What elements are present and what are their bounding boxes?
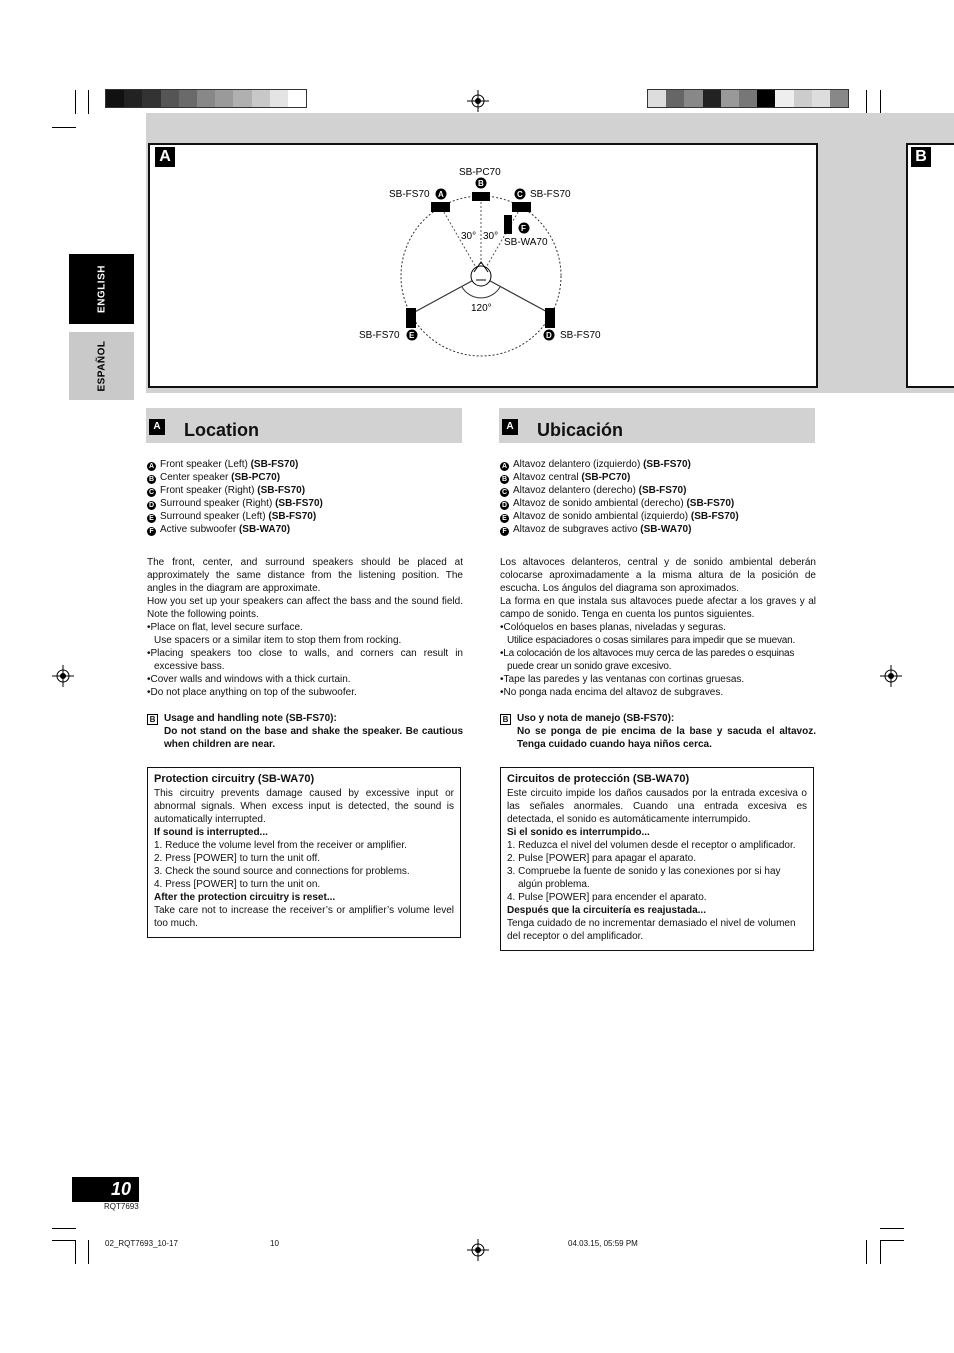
print-page: 10	[270, 1239, 279, 1248]
bullet: •Do not place anything on top of the subwoofer.	[147, 687, 357, 698]
label-fs70-e: SB-FS70	[359, 330, 400, 341]
item-model: (SB-FS70)	[268, 511, 317, 522]
box-outro: Tenga cuidado de no incrementar demasiado el nivel de volumen del receptor o del amplificador.	[507, 918, 796, 942]
item-text: Active subwoofer	[160, 524, 239, 535]
bullet: •No ponga nada encima del altavoz de subgraves.	[500, 687, 724, 698]
print-timestamp: 04.03.15, 05:59 PM	[568, 1239, 638, 1248]
list-item	[500, 458, 816, 471]
speaker-front-left	[431, 202, 450, 212]
note-text: Do not stand on the base and shake the speaker. Be cautious when children are near.	[164, 726, 463, 750]
marker-a: A	[438, 190, 444, 199]
item-model: (SB-FS70)	[257, 485, 306, 496]
list-item	[147, 497, 463, 510]
bullet: •La colocación de los altavoces muy cerca de las paredes o esquinas puede crear un sonido grave excesivo.	[500, 648, 795, 672]
paragraph: The front, center, and surround speakers should be placed at approximately the same distance from the listening position. The angles in the diagram are approximate.	[147, 557, 463, 594]
circle-letter: E	[147, 514, 156, 523]
marker-b: B	[478, 179, 484, 188]
bullet: •Tape las paredes y las ventanas con cortinas gruesas.	[500, 674, 745, 685]
bullet-continuation: Use spacers or a similar item to stop them from rocking.	[154, 635, 402, 646]
note-tag: B	[147, 714, 158, 725]
box-subheading: Después que la circuitería es reajustada...	[507, 905, 706, 916]
item-text: Altavoz de sonido ambiental (izquierdo)	[513, 511, 691, 522]
list-item	[147, 484, 463, 497]
item-text: Front speaker (Right)	[160, 485, 258, 496]
paragraph: Los altavoces delanteros, central y de sonido ambiental deberán colocarse aproximadamente a la misma altura de la posición de escucha. Los ángulos del diagrama son aproximados.	[500, 557, 816, 594]
speaker-list	[147, 458, 463, 536]
section-title: Location	[184, 420, 259, 440]
registration-mark-icon	[880, 665, 902, 687]
box-intro: Este circuito impide los daños causados por la entrada excesiva o las señales anormales. Cuando una entrada excesiva es detectada, el sonido es automáticamente interrumpido.	[507, 788, 807, 825]
note-tag: B	[500, 714, 511, 725]
item-model: (SB-FS70)	[250, 459, 299, 470]
label-angle-right: 30°	[483, 231, 499, 242]
circle-letter: F	[147, 527, 156, 536]
doc-code: RQT7693	[104, 1202, 139, 1211]
list-item	[500, 497, 816, 510]
english-content	[147, 458, 463, 751]
label-angle-rear: 120°	[471, 303, 492, 314]
tab-english-label: ENGLISH	[96, 265, 107, 313]
bullet: •Placing speakers too close to walls, and corners can result in excessive bass.	[147, 648, 463, 672]
item-model: (SB-WA70)	[238, 524, 291, 535]
item-text: Altavoz de sonido ambiental (derecho)	[513, 498, 687, 509]
list-item	[500, 510, 816, 523]
box-subheading: If sound is interrupted...	[154, 827, 268, 838]
speaker-layout-diagram	[0, 0, 954, 420]
item-text: Surround speaker (Right)	[160, 498, 276, 509]
section-header-english	[146, 408, 462, 443]
tab-espanol-label: ESPAÑOL	[96, 340, 107, 392]
bullet: •Colóquelos en bases planas, niveladas y seguras.	[500, 622, 726, 633]
list-item	[500, 484, 816, 497]
item-model: (SB-FS70)	[686, 498, 735, 509]
tab-english[interactable]	[69, 254, 134, 324]
bullet: •Cover walls and windows with a thick curtain.	[147, 674, 351, 685]
box-outro: Take care not to increase the receiver’s or amplifier’s volume level too much.	[154, 905, 454, 929]
handling-note	[500, 712, 816, 751]
bullet: •Place on flat, level secure surface.	[147, 622, 303, 633]
label-sb-pc70: SB-PC70	[459, 167, 501, 178]
box-step: 2. Pulse [POWER] para apagar el aparato.	[507, 853, 696, 864]
box-title: Circuitos de protección (SB-WA70)	[507, 773, 690, 785]
speaker-list	[500, 458, 816, 536]
item-text: Front speaker (Left)	[160, 459, 251, 470]
item-text: Center speaker	[160, 472, 232, 483]
box-step: 3. Check the sound source and connections for problems.	[154, 866, 410, 877]
item-model: (SB-FS70)	[638, 485, 687, 496]
speaker-surround-left	[406, 308, 416, 328]
circle-letter: B	[501, 476, 508, 483]
bullet-continuation: Utilice espaciadores o cosas similares para impedir que se muevan.	[507, 635, 796, 646]
circle-letter: C	[148, 489, 155, 496]
box-step: 2. Press [POWER] to turn the unit off.	[154, 853, 320, 864]
panel-tag-a: A	[155, 147, 175, 167]
box-step: 4. Press [POWER] to turn the unit on.	[154, 879, 321, 890]
box-step: 4. Pulse [POWER] para encender el aparato.	[507, 892, 707, 903]
box-subheading: Si el sonido es interrumpido...	[507, 827, 650, 838]
box-subheading: After the protection circuitry is reset...	[154, 892, 336, 903]
circle-letter: E	[500, 514, 509, 523]
circle-letter: D	[148, 502, 155, 509]
item-text: Altavoz central	[513, 472, 582, 483]
item-model: (SB-FS70)	[690, 511, 739, 522]
marker-d: D	[546, 331, 552, 340]
box-title: Protection circuitry (SB-WA70)	[154, 773, 315, 785]
list-item	[147, 458, 463, 471]
print-file: 02_RQT7693_10-17	[105, 1239, 178, 1248]
item-text: Altavoz de subgraves activo	[513, 524, 641, 535]
paragraph: La forma en que instala sus altavoces puede afectar a los graves y al campo de sonido. Tenga en cuenta los puntos siguientes.	[500, 596, 816, 620]
list-item	[147, 510, 463, 523]
section-header-spanish	[499, 408, 815, 443]
circle-letter: A	[501, 463, 508, 470]
list-item	[500, 523, 816, 536]
speaker-subwoofer	[504, 215, 512, 234]
page-number: 10	[72, 1177, 139, 1202]
label-fs70-d: SB-FS70	[560, 330, 601, 341]
circle-letter: B	[148, 476, 155, 483]
item-text: Altavoz delantero (izquierdo)	[513, 459, 644, 470]
paragraph: How you set up your speakers can affect the bass and the sound field. Note the following points.	[147, 596, 463, 620]
label-angle-left: 30°	[461, 231, 477, 242]
item-text: Surround speaker (Left)	[160, 511, 269, 522]
list-item	[147, 471, 463, 484]
item-text: Altavoz delantero (derecho)	[513, 485, 639, 496]
marker-f: F	[521, 224, 526, 233]
circle-letter: C	[501, 489, 508, 496]
panel-tag-b: B	[911, 147, 931, 167]
box-step: 1. Reduzca el nivel del volumen desde el receptor o amplificador.	[507, 840, 796, 851]
registration-mark-icon	[467, 1239, 489, 1261]
handling-note	[147, 712, 463, 751]
note-title: Usage and handling note (SB-FS70):	[164, 713, 337, 724]
circle-letter: D	[501, 502, 508, 509]
item-model: (SB-PC70)	[231, 472, 281, 483]
note-text: No se ponga de pie encima de la base y sacuda el altavoz. Tenga cuidado cuando haya niños cerca.	[517, 726, 816, 750]
listener-icon	[471, 262, 491, 286]
note-title: Uso y nota de manejo (SB-FS70):	[517, 713, 675, 724]
label-fs70-c: SB-FS70	[530, 189, 571, 200]
box-intro: This circuitry prevents damage caused by excessive input or abnormal signals. When excess input is detected, the sound is automatically interrupted.	[154, 788, 454, 825]
marker-c: C	[517, 190, 523, 199]
section-tag: A	[149, 419, 165, 435]
spanish-content	[500, 458, 816, 751]
label-wa70: SB-WA70	[504, 237, 548, 248]
speaker-center	[472, 192, 490, 201]
item-model: (SB-FS70)	[275, 498, 323, 509]
item-model: (SB-PC70)	[581, 472, 631, 483]
item-model: (SB-WA70)	[640, 524, 692, 535]
item-model: (SB-FS70)	[643, 459, 691, 470]
speaker-surround-right	[545, 308, 555, 328]
list-item	[500, 471, 816, 484]
tab-espanol[interactable]	[69, 332, 134, 400]
label-fs70-a: SB-FS70	[389, 189, 430, 200]
section-title: Ubicación	[537, 420, 624, 440]
protection-box-spanish	[500, 767, 814, 951]
box-step: 1. Reduce the volume level from the receiver or amplifier.	[154, 840, 407, 851]
circle-letter: F	[500, 527, 509, 536]
protection-box-english	[147, 767, 461, 938]
registration-mark-icon	[52, 665, 74, 687]
box-step: 3. Compruebe la fuente de sonido y las conexiones por si hay algún problema.	[507, 866, 781, 890]
circle-letter: A	[148, 463, 155, 470]
section-tag: A	[502, 419, 518, 435]
marker-e: E	[409, 331, 415, 340]
list-item	[147, 523, 463, 536]
speaker-front-right	[512, 202, 531, 212]
